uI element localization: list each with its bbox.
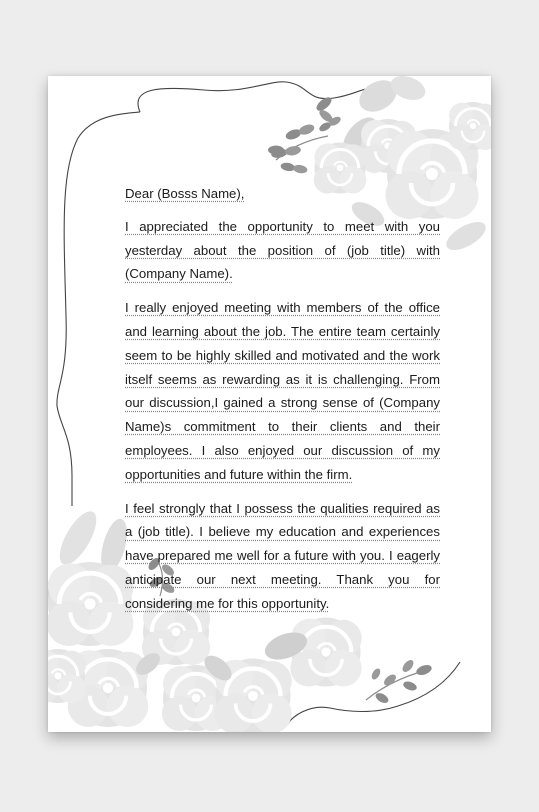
letter-paragraph-3: I feel strongly that I possess the qualities required as a (job title). I believe my education and experiences have prepared me well for a future with you. I eagerly anticipate our next meeting. Thank you for considering me for this opportunity. — [125, 500, 440, 611]
bottom-right-sprig — [366, 658, 433, 705]
letter-page — [48, 76, 491, 732]
letter-paragraph-2: I really enjoyed meeting with members of the office and learning about the job. The entire team certainly seem to be highly skilled and motivated and the work itself seems as rewarding as it is challenging. From our discussion,I gained a strong sense of (Company Name)s commitment to their clients and their employees. I also enjoyed our discussion of my opportunities and future within the firm. — [125, 300, 440, 482]
letter-paragraph-1: I appreciated the opportunity to meet with you yesterday about the position of (job title) with (Company Name). — [125, 218, 440, 282]
letter-greeting: Dear (Bosss Name), — [125, 186, 245, 201]
frame-line — [138, 82, 392, 112]
letter-body — [125, 182, 440, 626]
